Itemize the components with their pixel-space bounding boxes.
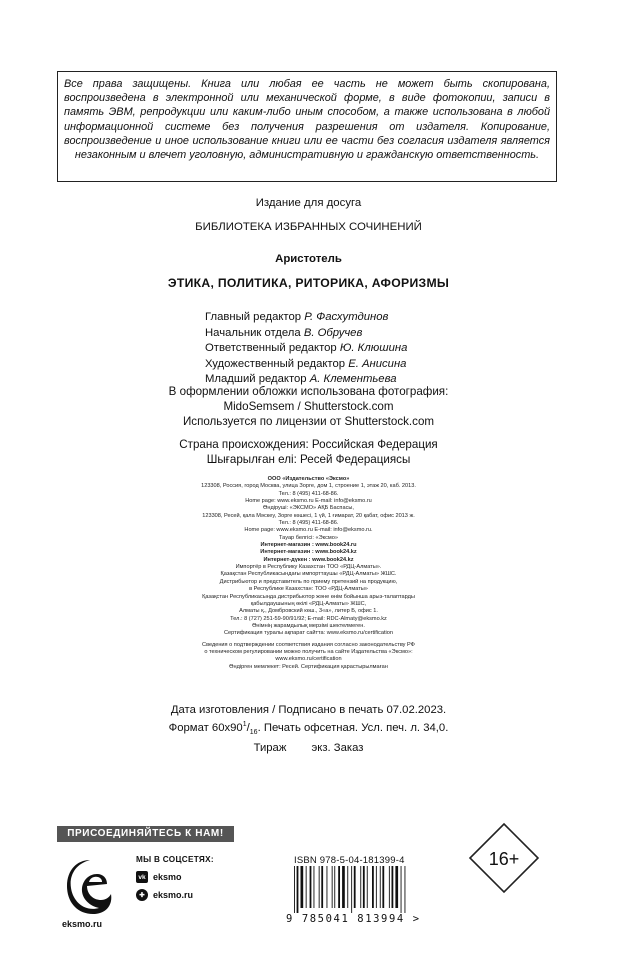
fine-print-line: Тел.: 8 (495) 411-68-86.: [278, 520, 339, 527]
staff-role: Художественный редактор: [205, 357, 346, 370]
fine-print-line: Интернет-магазин : www.book24.kz: [260, 549, 357, 556]
staff-name: Е. Анисина: [348, 357, 407, 370]
fine-print-line: Өнімнің жарамдылық мерзімі шектелмеген.: [252, 622, 365, 629]
staff-name: Р. Фасхутдинов: [304, 311, 389, 323]
rights-notice: Все права защищены. Книга или любая ее часть не может быть скопирована, воспроизведена в электронной или механической форме, в виде фотокопии, записи в память ЭВМ, репродукции или каким-либо иным способом, а также использована в любой информационной системе без получения разрешения от издателя. Копирование, воспроизведение и иное использование книги или ее части без согласия издателя является незаконным и влечет уголовную, административную и гражданскую ответственность.: [64, 78, 550, 162]
barcode-icon: [292, 866, 442, 913]
fine-print-line: Интернет-дүкен : www.book24.kz: [263, 556, 354, 563]
isbn-label: ISBN 978-5-04-181399-4: [294, 855, 405, 866]
fine-print-line: Сведения о подтверждении соответствия издания согласно законодательству РФ: [202, 641, 415, 648]
origin-info: [0, 437, 617, 467]
staff-name: А. Клементьева: [309, 373, 397, 386]
format-details: . Печать офсетная. Усл. печ. л. 34,0.: [257, 721, 449, 734]
format-sub: 16: [249, 728, 258, 736]
telegram-icon: ✚: [136, 889, 148, 901]
photo-credit-line: Используется по лицензии от Shutterstock.com: [182, 415, 435, 429]
fine-print-line: Қазақстан Республикасындағы импорттаушы «РДЦ-Алматы» ЖШС.: [220, 571, 397, 578]
edition-label: Издание для досуга: [255, 197, 362, 209]
origin-line: Страна происхождения: Российская Федерация: [179, 438, 438, 451]
staff-row: [205, 357, 407, 373]
book-title: ЭТИКА, ПОЛИТИКА, РИТОРИКА, АФОРИЗМЫ: [167, 276, 450, 290]
eksmo-logo-icon: [65, 856, 115, 916]
fine-print-line: о техническом регулировании можно получить на сайте Издательства «Эксмо»:: [204, 648, 413, 655]
fine-print-line: Home page: www.eksmo.ru E-mail: info@eksmo.ru.: [244, 527, 373, 534]
author-name: Аристотель: [275, 253, 342, 265]
barcode-digits: 9 785041 813994 >: [286, 913, 421, 925]
staff-list: [205, 310, 407, 388]
staff-row: [205, 326, 407, 342]
fine-print-line: Тауар белгісі: «Эксмо»: [279, 534, 338, 541]
photo-credit: [0, 384, 617, 430]
staff-name: В. Обручев: [303, 326, 363, 339]
staff-role: Ответственный редактор: [205, 342, 337, 355]
print-format: Формат $60x90^1/_{16}$. Печать офсетная. Усл. печ. л. 34,0.: [168, 720, 449, 736]
fine-print-line: Өндіруші: «ЭКСМО» АҚБ Баспасы,: [263, 505, 354, 512]
staff-role: Младший редактор: [205, 373, 307, 386]
social-link-site[interactable]: [136, 889, 193, 901]
format-text: Формат 60x90: [168, 721, 243, 734]
staff-row: [205, 341, 407, 357]
fine-print-line: Импортёр в Республику Казахстан ТОО «РДЦ-Алматы».: [235, 564, 382, 571]
series-label: БИБЛИОТЕКА ИЗБРАННЫХ СОЧИНЕНИЙ: [195, 221, 422, 233]
social-label: eksmo: [153, 872, 182, 882]
social-link-vk[interactable]: [136, 871, 182, 883]
social-label: eksmo.ru: [153, 890, 194, 900]
photo-credit-line: MidoSemsem / Shutterstock.com: [223, 400, 394, 414]
fine-print-line: 123308, Россия, город Москва, улица Зорге, дом 1, строение 1, этаж 20, каб. 2013.: [201, 483, 416, 490]
origin-line: Шығарылған елі: Ресей Федерациясы: [206, 453, 411, 467]
staff-role: Начальник отдела: [205, 326, 301, 339]
vk-icon: vk: [136, 871, 148, 883]
staff-name: Ю. Клюшина: [339, 342, 408, 355]
social-title: МЫ В СОЦСЕТЯХ:: [136, 855, 214, 864]
fine-print-line: Қазақстан Республикасында дистрибьютор және өнім бойынша арыз-талаптарды: [202, 593, 415, 600]
fine-print-line: қабылдаушының өкілі «РДЦ-Алматы» ЖШС,: [250, 600, 367, 607]
fine-print-line: Дистрибьютор и представитель по приему претензий на продукцию,: [219, 578, 398, 585]
age-rating-badge: [468, 822, 540, 894]
join-us-banner: ПРИСОЕДИНЯЙТЕСЬ К НАМ!: [57, 826, 234, 842]
fine-print-line: 123308, Ресей, қала Мәскеу, Зорге көшесі, 1 үй, 1 ғимарат, 20 қабат, офис 2013 ж.: [202, 512, 415, 519]
print-date: Дата изготовления / Подписано в печать 07.02.2023.: [170, 704, 447, 716]
fine-print-line: Тел.: 8 (495) 411-68-86.: [278, 490, 339, 497]
print-info: [0, 703, 617, 755]
staff-row: [205, 310, 407, 326]
fine-print-line: в Республике Казахстан: ТОО «РДЦ-Алматы»: [249, 586, 368, 593]
eksmo-site-label: eksmo.ru: [62, 919, 103, 929]
age-rating-text: 16+: [488, 849, 520, 869]
format-sup: 1: [242, 720, 247, 728]
fine-print-line: Home page: www.eksmo.ru E-mail: info@eksmo.ru: [245, 498, 372, 505]
publisher-fine-print: [100, 476, 517, 671]
fine-print-line: Тел.: 8 (727) 251-59-90/91/92; E-mail: RDC-Almaty@eksmo.kz: [230, 615, 387, 622]
fine-print-line: Интернет-магазин : www.book24.ru: [260, 542, 357, 549]
fine-print-line: Алматы қ., Домбровский көш., 3«а», литер Б, офис 1.: [239, 608, 378, 615]
photo-credit-line: В оформлении обложки использована фотография:: [168, 385, 449, 398]
print-run: Тираж экз. Заказ: [253, 741, 364, 754]
fine-print-line: Сертификация туралы ақпарат сайтта: www.eksmo.ru/certification: [223, 630, 393, 637]
fine-print-line: ООО «Издательство «Эксмо»: [267, 476, 350, 482]
staff-role: Главный редактор: [205, 311, 302, 323]
fine-print-line: www.eksmo.ru/certification: [275, 656, 342, 663]
fine-print-line: Өндірген мемлекет: Ресей. Сертификация қарастырылмаған: [229, 663, 388, 670]
